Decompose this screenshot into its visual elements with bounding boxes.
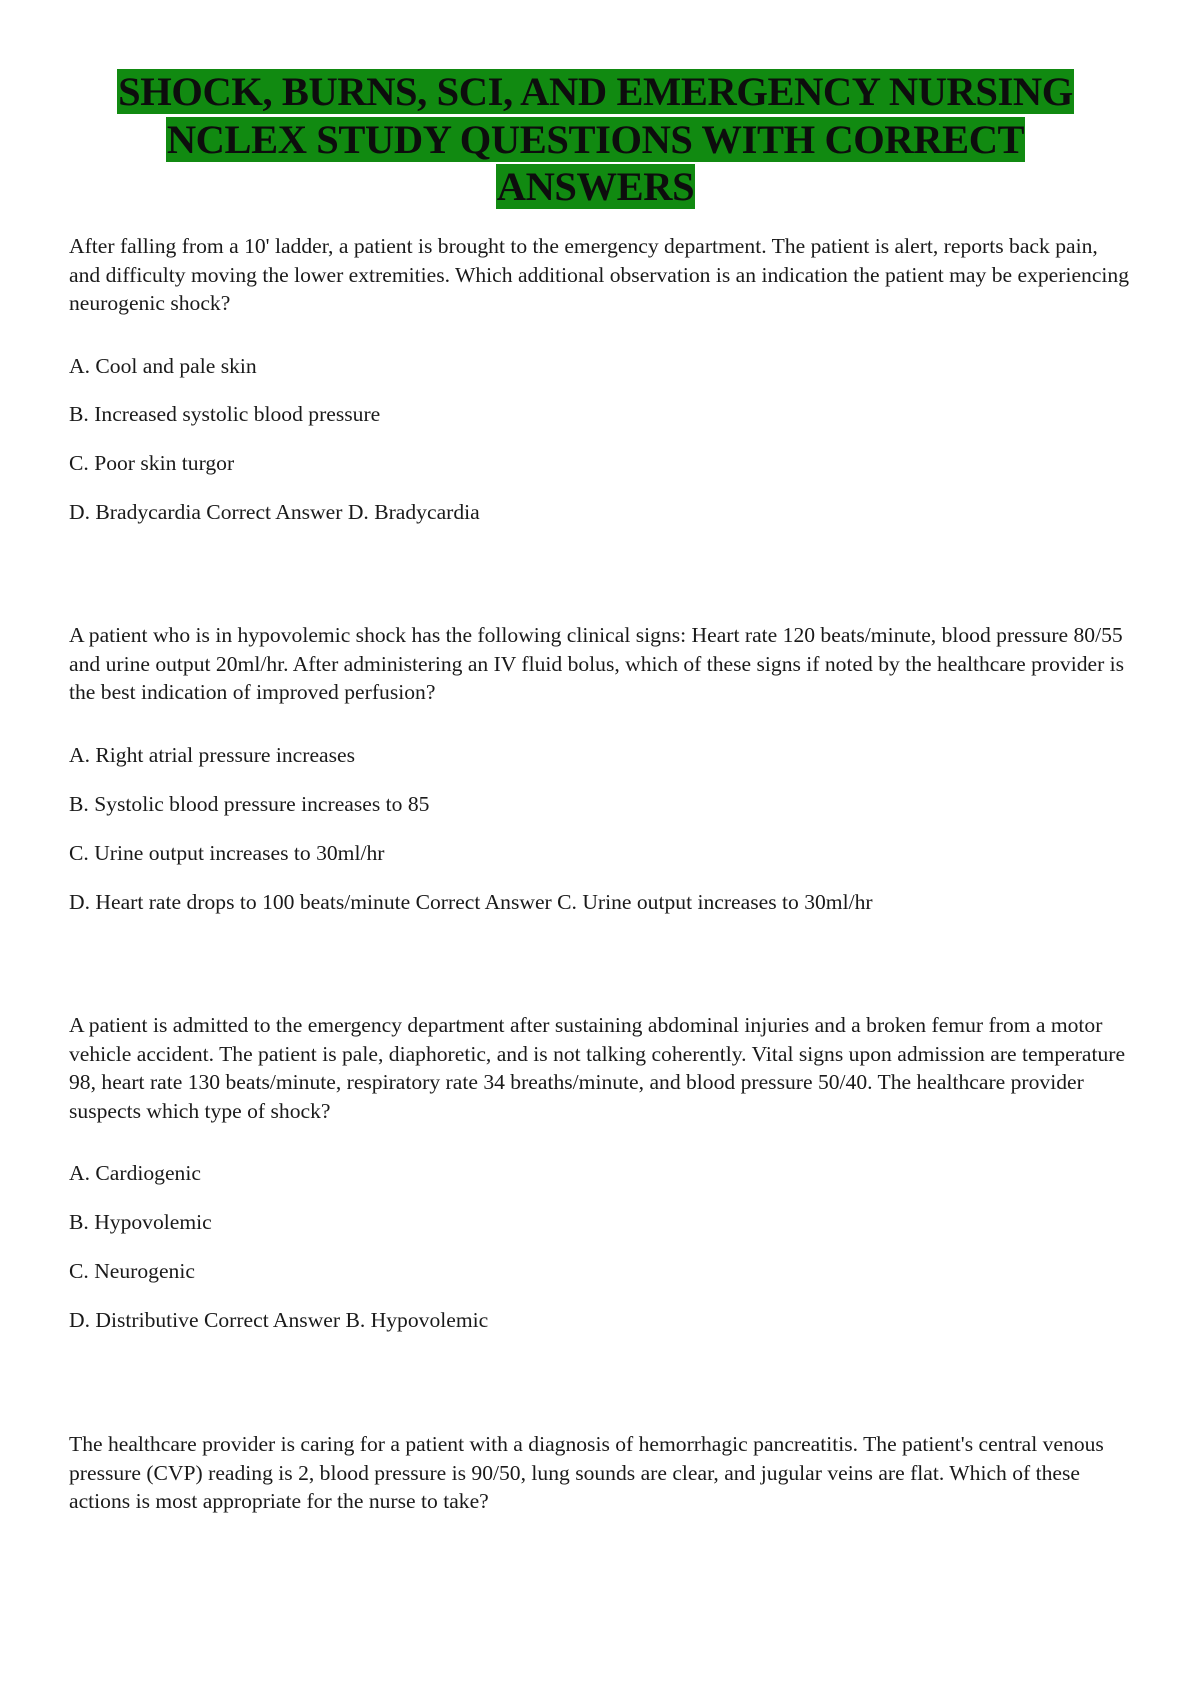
title-highlight: SHOCK, BURNS, SCI, AND EMERGENCY NURSING (118, 69, 1073, 114)
title-highlight: ANSWERS (496, 164, 695, 209)
question-3-option-a: A. Cardiogenic (69, 1161, 201, 1185)
question-3-option-c: C. Neurogenic (69, 1259, 195, 1283)
question-3-stem: A patient is admitted to the emergency department after sustaining abdominal injuries and a broken femur from a motor vehicle accident. The patient is pale, diaphoretic, and is not talking coherently. Vital signs upon admission are temperature 98, heart rate 130 beats/minute, respiratory rate 34 breaths/minute, and blood pressure 50/40. The healthcare provider suspects which type of shock? (69, 1013, 1126, 1123)
question-3-option-d-answer: D. Distributive Correct Answer B. Hypovolemic (69, 1308, 489, 1332)
title-line (60, 116, 1131, 164)
question-2-option-b: B. Systolic blood pressure increases to 85 (69, 792, 430, 816)
question-3-option-b: B. Hypovolemic (69, 1210, 212, 1234)
document-title (60, 68, 1131, 211)
title-line (60, 68, 1131, 116)
question-1-stem: After falling from a 10' ladder, a patient is brought to the emergency department. The patient is alert, reports back pain, and difficulty moving the lower extremities. Which additional observation is an indication the patient may be experiencing neurogenic shock? (69, 234, 1130, 315)
question-2-option-d-answer: D. Heart rate drops to 100 beats/minute Correct Answer C. Urine output increases to 30ml/hr (69, 890, 873, 914)
title-highlight: NCLEX STUDY QUESTIONS WITH CORRECT (166, 116, 1025, 162)
question-2-option-a: A. Right atrial pressure increases (69, 743, 356, 767)
question-1-option-a: A. Cool and pale skin (69, 354, 257, 378)
question-1-option-c: C. Poor skin turgor (69, 451, 235, 475)
question-2-option-c: C. Urine output increases to 30ml/hr (69, 841, 385, 865)
question-1-option-b: B. Increased systolic blood pressure (69, 402, 381, 426)
question-2-stem: A patient who is in hypovolemic shock has the following clinical signs: Heart rate 120 beats/minute, blood pressure 80/55 and urine output 20ml/hr. After administering an IV fluid bolus, which of these signs if noted by the healthcare provider is the best indication of improved perfusion? (69, 623, 1125, 704)
question-4-stem: The healthcare provider is caring for a patient with a diagnosis of hemorrhagic pancreatitis. The patient's central venous pressure (CVP) reading is 2, blood pressure is 90/50, lung sounds are clear, and jugular veins are flat. Which of these actions is most appropriate for the nurse to take? (69, 1432, 1104, 1513)
title-line (60, 163, 1131, 211)
question-1-option-d-answer: D. Bradycardia Correct Answer D. Bradycardia (69, 500, 480, 524)
